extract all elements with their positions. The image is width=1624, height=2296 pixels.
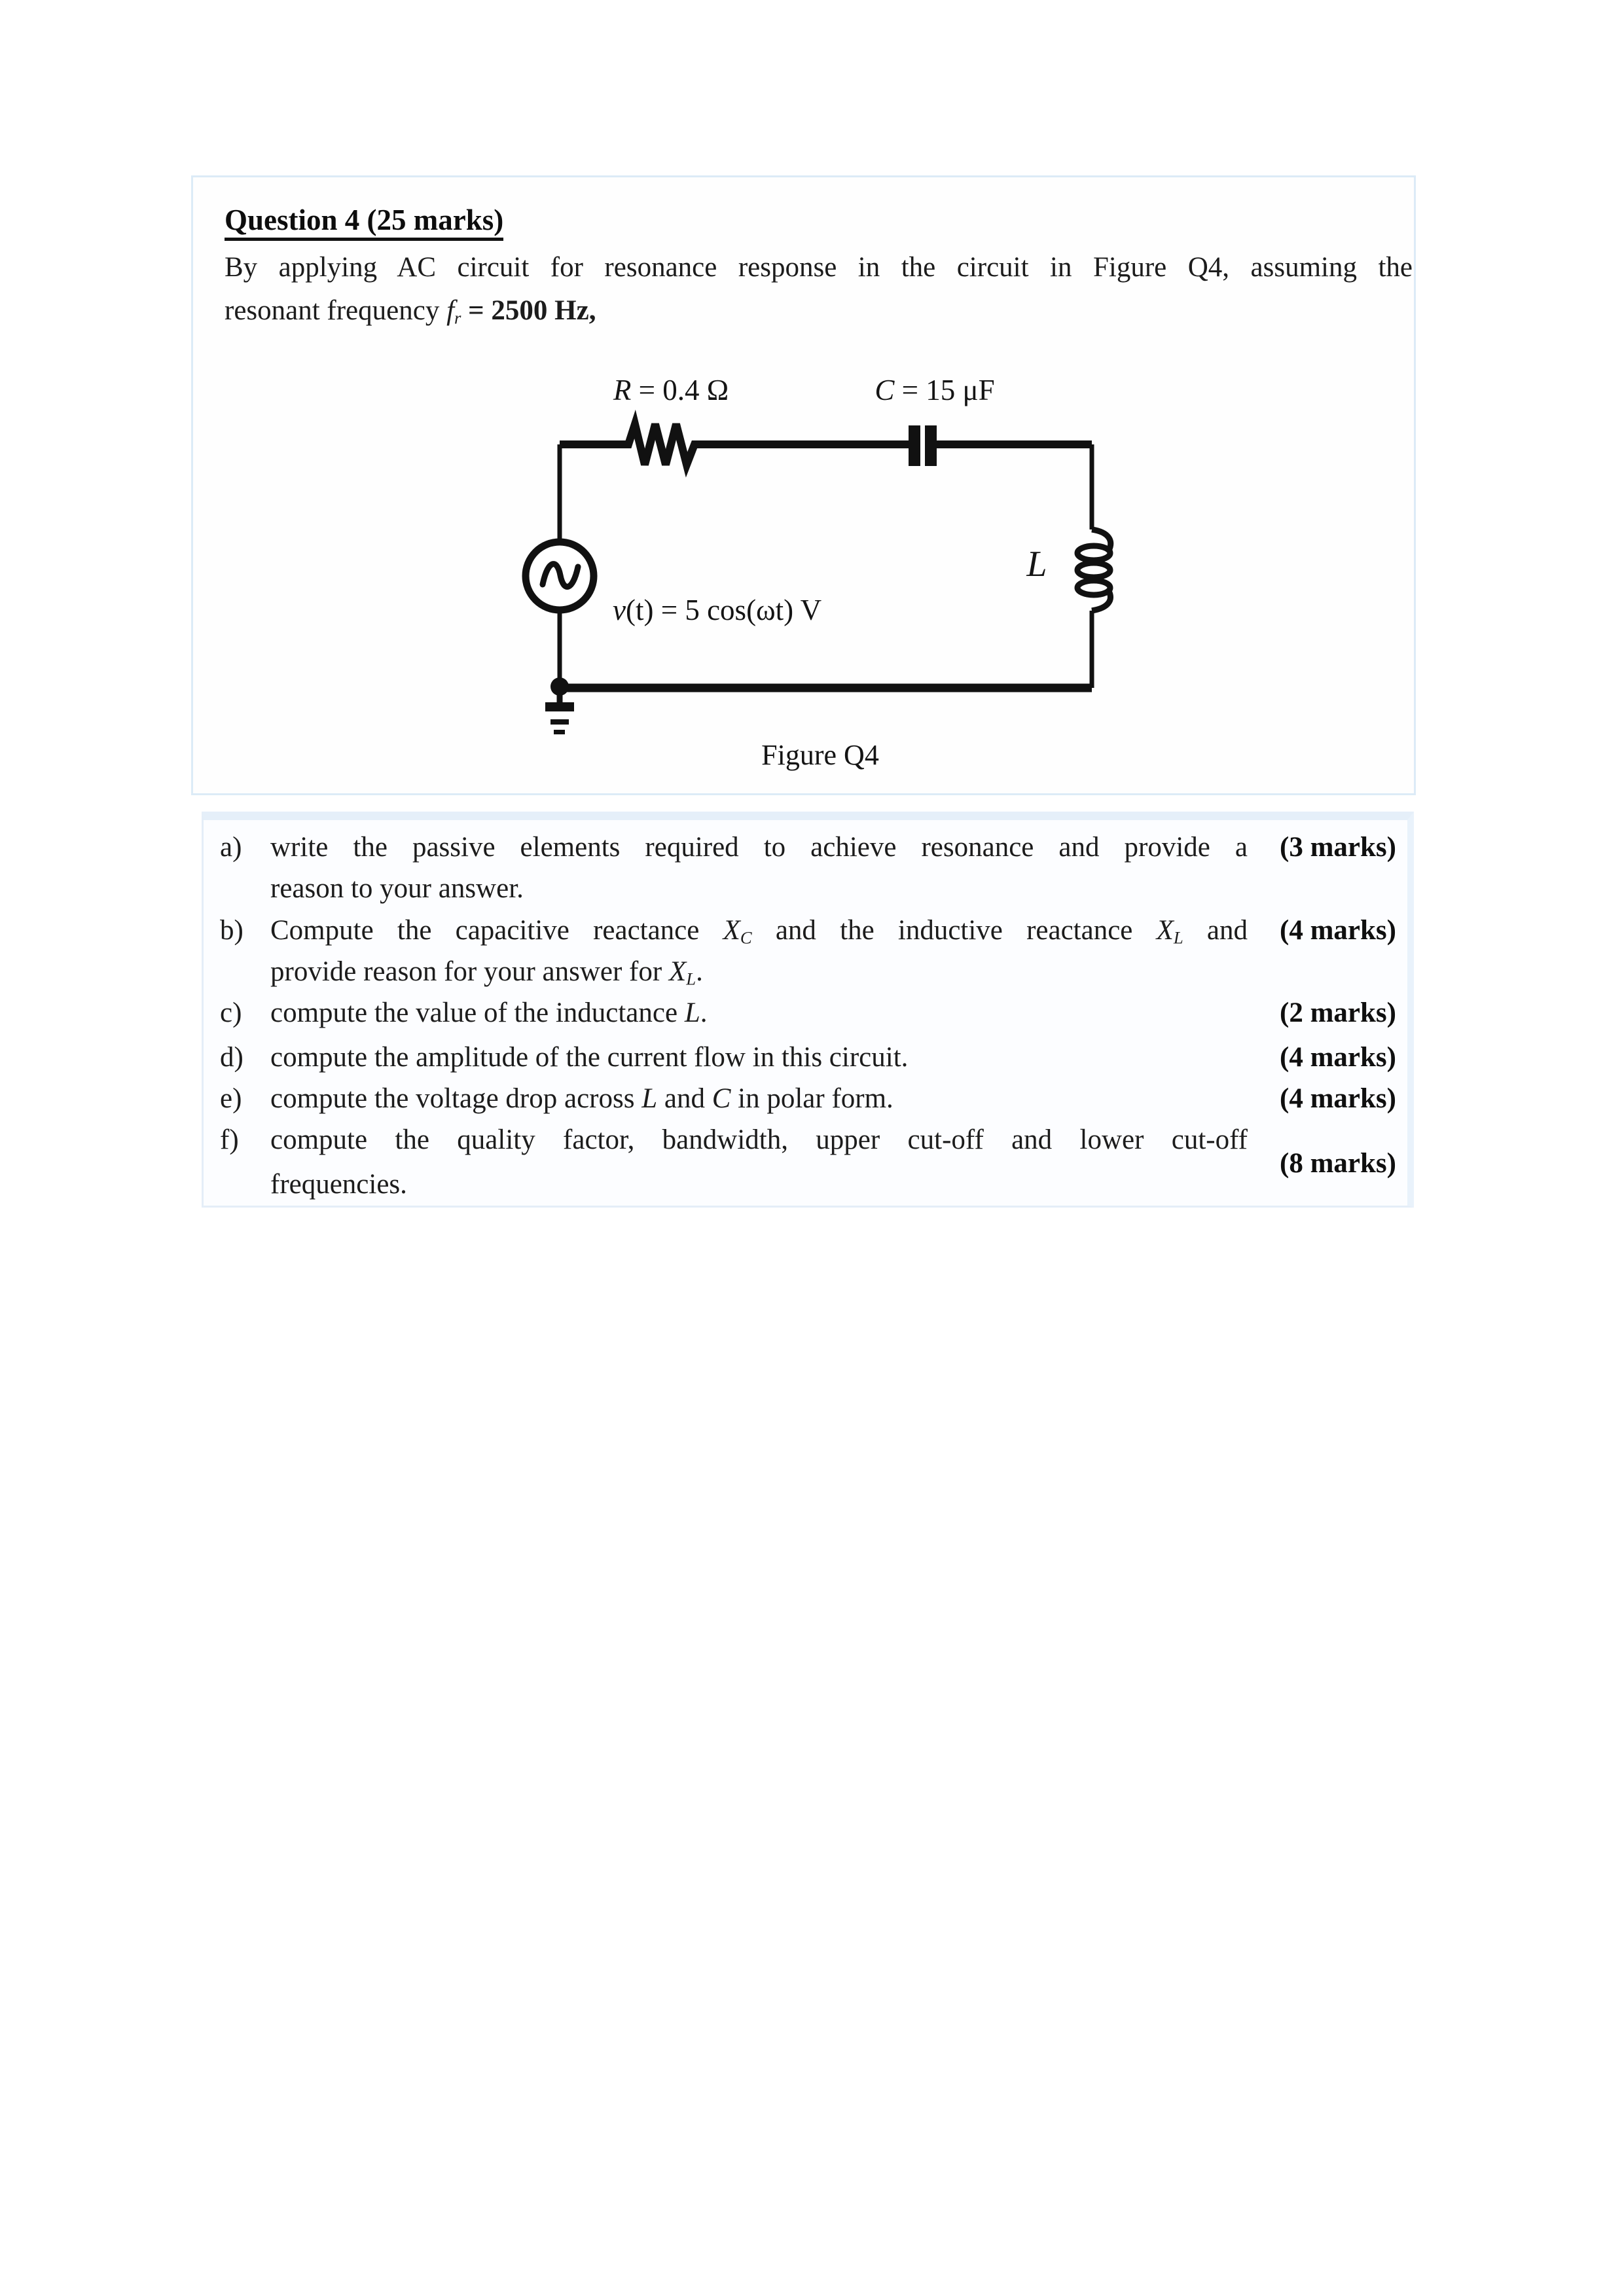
item-e-line-1: compute the voltage drop across L and C in polar form. bbox=[270, 1083, 893, 1114]
item-b-marks: (4 marks) bbox=[1280, 915, 1396, 946]
intro-line-1: By applying AC circuit for resonance response in the circuit in Figure Q4, assuming the bbox=[225, 252, 1413, 283]
item-d-marks: (4 marks) bbox=[1280, 1042, 1396, 1073]
item-a-line-2: reason to your answer. bbox=[270, 873, 524, 904]
item-b-letter: b) bbox=[220, 915, 244, 946]
item-e-marks: (4 marks) bbox=[1280, 1083, 1396, 1114]
item-c-letter: c) bbox=[220, 997, 242, 1028]
item-c-marks: (2 marks) bbox=[1280, 997, 1396, 1028]
resistor-symbol bbox=[560, 424, 909, 465]
source-voltage-label: v(t) = 5 cos(ωt) V bbox=[613, 594, 822, 626]
capacitor-label: C = 15 μF bbox=[875, 374, 995, 406]
question-title-text: Question 4 (25 marks) bbox=[225, 204, 503, 241]
item-d-letter: d) bbox=[220, 1042, 244, 1073]
inductor-label: L bbox=[1026, 544, 1047, 584]
item-f-marks: (8 marks) bbox=[1280, 1148, 1396, 1179]
question-title bbox=[225, 202, 503, 238]
item-c-line-1: compute the value of the inductance L. bbox=[270, 997, 708, 1028]
resistor-label: R = 0.4 Ω bbox=[613, 374, 729, 406]
item-a-marks: (3 marks) bbox=[1280, 832, 1396, 863]
item-a-letter: a) bbox=[220, 832, 242, 863]
question-panel bbox=[191, 175, 1416, 795]
item-b-line-1: Compute the capacitive reactance XC and the inductive reactance XL and bbox=[270, 915, 1248, 948]
intro-line-2: resonant frequency fr = 2500 Hz, bbox=[225, 295, 596, 328]
item-f-line-2: frequencies. bbox=[270, 1169, 407, 1200]
item-f-line-1: compute the quality factor, bandwidth, upper cut-off and lower cut-off bbox=[270, 1124, 1248, 1155]
item-e-letter: e) bbox=[220, 1083, 242, 1114]
figure-caption: Figure Q4 bbox=[761, 739, 879, 771]
inductor-loop-2 bbox=[1077, 563, 1110, 577]
item-b-line-2: provide reason for your answer for XL. bbox=[270, 956, 703, 989]
item-d-line-1: compute the amplitude of the current flow in this circuit. bbox=[270, 1042, 909, 1073]
inductor-loop-3 bbox=[1077, 581, 1110, 595]
circuit-diagram bbox=[513, 368, 1167, 774]
item-f-letter: f) bbox=[220, 1124, 239, 1155]
inductor-symbol bbox=[1077, 529, 1111, 611]
item-a-line-1: write the passive elements required to achieve resonance and provide a bbox=[270, 832, 1248, 863]
capacitor-symbol bbox=[909, 425, 937, 466]
ac-source-symbol bbox=[526, 542, 594, 610]
inductor-loop-1 bbox=[1077, 546, 1110, 560]
